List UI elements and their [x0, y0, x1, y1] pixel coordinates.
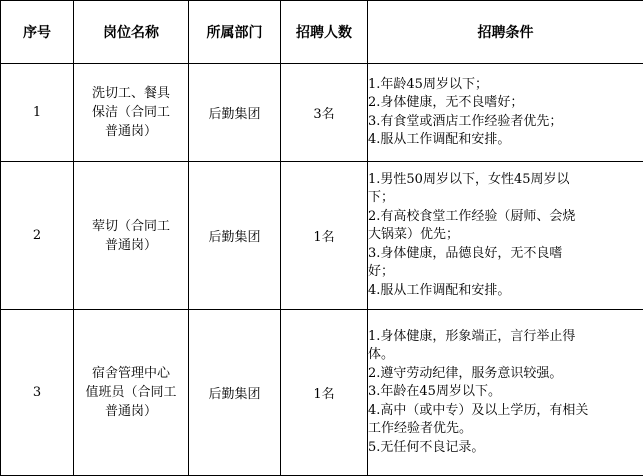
- position-line: 普通岗）: [74, 122, 188, 141]
- row-no: 2: [1, 162, 74, 310]
- row-no: 1: [1, 64, 74, 162]
- conditions-cell: [368, 310, 643, 476]
- condition-line: 2.遵守劳动纪律，服务意识较强。: [368, 365, 643, 384]
- position-line: 普通岗）: [74, 402, 188, 421]
- header-department: 所属部门: [189, 1, 281, 64]
- condition-line: 下；: [368, 189, 643, 208]
- count-cell: 1名: [281, 310, 368, 476]
- position-cell: [74, 162, 189, 310]
- department-cell: 后勤集团: [189, 64, 281, 162]
- position-line: 荤切（合同工: [74, 217, 188, 236]
- condition-line: 大锅菜）优先；: [368, 226, 643, 245]
- position-line: 保洁（合同工: [74, 103, 188, 122]
- position-cell: [74, 64, 189, 162]
- condition-line: 体。: [368, 346, 643, 365]
- header-count: 招聘人数: [281, 1, 368, 64]
- condition-line: 5.无任何不良记录。: [368, 439, 643, 458]
- condition-line: 1.身体健康，形象端正，言行举止得: [368, 328, 643, 347]
- condition-line: 2.身体健康，无不良嗜好；: [368, 94, 643, 113]
- header-row: [1, 1, 643, 64]
- position-line: 洗切工、餐具: [74, 84, 188, 103]
- count-cell: 1名: [281, 162, 368, 310]
- condition-line: 4.服从工作调配和安排。: [368, 131, 643, 150]
- position-line: 宿舍管理中心: [74, 364, 188, 383]
- conditions-cell: [368, 64, 643, 162]
- condition-line: 3.有食堂或酒店工作经验者优先；: [368, 113, 643, 132]
- condition-line: 1.男性50周岁以下，女性45周岁以: [368, 171, 643, 190]
- position-line: 值班员（合同工: [74, 383, 188, 402]
- department-cell: 后勤集团: [189, 310, 281, 476]
- position-cell: [74, 310, 189, 476]
- header-no: 序号: [1, 1, 74, 64]
- condition-line: 4.高中（或中专）及以上学历，有相关: [368, 402, 643, 421]
- condition-line: 好；: [368, 263, 643, 282]
- row-no: 3: [1, 310, 74, 476]
- condition-line: 2.有高校食堂工作经验（厨师、会烧: [368, 208, 643, 227]
- table-row: [1, 64, 643, 162]
- header-conditions: 招聘条件: [368, 1, 643, 64]
- condition-line: 3.身体健康，品德良好，无不良嗜: [368, 245, 643, 264]
- position-line: 普通岗）: [74, 236, 188, 255]
- department-cell: 后勤集团: [189, 162, 281, 310]
- header-position: 岗位名称: [74, 1, 189, 64]
- condition-line: 1.年龄45周岁以下；: [368, 76, 643, 95]
- table-row: [1, 310, 643, 476]
- condition-line: 工作经验者优先。: [368, 420, 643, 439]
- conditions-cell: [368, 162, 643, 310]
- table-row: [1, 162, 643, 310]
- count-cell: 3名: [281, 64, 368, 162]
- condition-line: 3.年龄在45周岁以下。: [368, 383, 643, 402]
- condition-line: 4.服从工作调配和安排。: [368, 282, 643, 301]
